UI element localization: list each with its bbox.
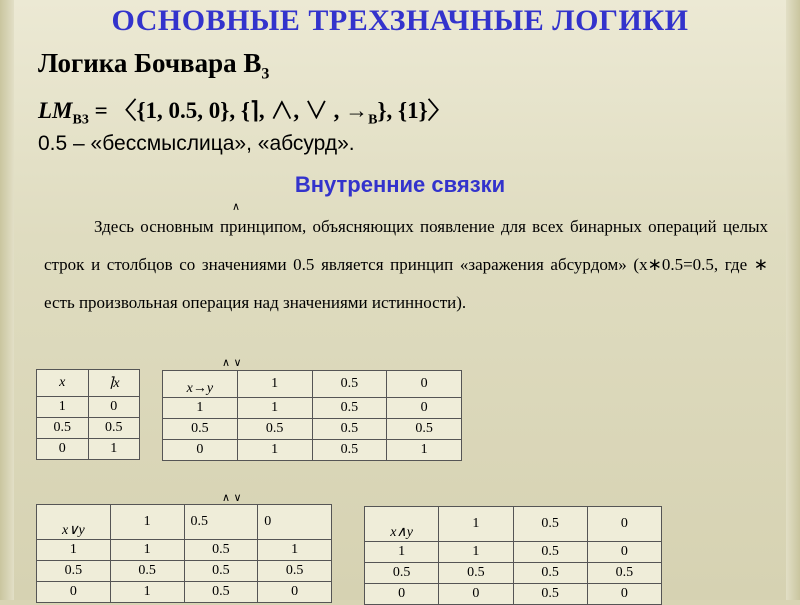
table-cell: 0.5: [587, 563, 661, 584]
table-row: [37, 439, 140, 460]
table-header-cell: 1: [439, 507, 513, 542]
table-row: [37, 418, 140, 439]
table-row: [365, 584, 662, 605]
table-cell: 0.5: [312, 419, 387, 440]
table-cell: 0: [37, 439, 89, 460]
table-header-cell: x: [37, 370, 89, 397]
table-row: [163, 440, 462, 461]
table-header-row: [37, 505, 332, 540]
table-header-row: [163, 371, 462, 398]
table-cell: 0: [439, 584, 513, 605]
table-row: [37, 582, 332, 603]
table-cell: 0: [387, 398, 462, 419]
table-row: [37, 561, 332, 582]
table-cell: 0.5: [387, 419, 462, 440]
table-cell: 0.5: [513, 584, 587, 605]
table-cell: 0.5: [88, 418, 140, 439]
table-header-cell: 1: [237, 371, 312, 398]
table-cell: 1: [387, 440, 462, 461]
formula-rest: = 〈{1, 0.5, 0}, {⌉, ∧, ∨ , →: [88, 98, 369, 123]
table-cell: 0: [587, 584, 661, 605]
table-header-cell: 0: [387, 371, 462, 398]
table-cell: 1: [258, 540, 332, 561]
table-row: [37, 397, 140, 418]
table-row: [163, 398, 462, 419]
explanation-paragraph: [44, 208, 768, 322]
table-cell: 1: [237, 440, 312, 461]
table-header-row: [37, 370, 140, 397]
table-header-cell: 0.5: [513, 507, 587, 542]
table-header-cell: 0: [587, 507, 661, 542]
table-cell: 0.5: [163, 419, 238, 440]
table-row: [365, 563, 662, 584]
formula-line: [38, 92, 451, 129]
table-header-row: [365, 507, 662, 542]
table-cell: 1: [365, 542, 439, 563]
disjunction-table: [36, 504, 332, 603]
table-cell: 0.5: [110, 561, 184, 582]
table-cell: 1: [110, 582, 184, 603]
negation-table: [36, 369, 140, 460]
table-cell: 1: [110, 540, 184, 561]
table-cell: 0.5: [439, 563, 513, 584]
table-cell: 0.5: [312, 398, 387, 419]
table-header-cell: 0.5: [312, 371, 387, 398]
formula-tail: }, {1}〉: [377, 98, 451, 123]
formula-arrow-sub: B: [368, 112, 378, 128]
table-header-cell: 0.5: [184, 505, 258, 540]
table-cell: 1: [163, 398, 238, 419]
table-header-cell: 0: [258, 505, 332, 540]
table-cell: 1: [37, 540, 111, 561]
table-cell: 1: [439, 542, 513, 563]
table-cell: 0: [258, 582, 332, 603]
absurd-note: 0.5 – «бессмыслица», «абсурд».: [38, 132, 355, 155]
section-title: Внутренние связки: [294, 172, 506, 197]
table-cell: 0.5: [365, 563, 439, 584]
slide-edge-left: [0, 0, 14, 600]
paragraph-text: Здесь основным принципом, объясняющих появление для всех бинарных операций целых строк и столбцов со значениями 0.5 является принцип «заражения абсурдом» (x∗0.5=0.5, где ∗ есть произвольная операция над значениями истинности).: [44, 217, 768, 312]
table-header-cell: x∨y: [37, 505, 111, 540]
table-cell: 0.5: [513, 542, 587, 563]
hat-symbols-bottom: ∧ ∨: [222, 491, 242, 504]
table-header-cell: x∧y: [365, 507, 439, 542]
table-header-cell: 1: [110, 505, 184, 540]
table-cell: 0: [37, 582, 111, 603]
formula-lm: LM: [38, 98, 73, 123]
table-cell: 0.5: [513, 563, 587, 584]
hat-symbol: ∧: [232, 200, 241, 213]
slide-title: ОСНОВНЫЕ ТРЕХЗНАЧНЫЕ ЛОГИКИ: [111, 4, 689, 37]
table-cell: 0: [163, 440, 238, 461]
table-cell: 0.5: [184, 582, 258, 603]
slide-edge-right: [786, 0, 800, 600]
table-cell: 0.5: [237, 419, 312, 440]
hat-symbols-top: ∧ ∨: [222, 356, 242, 369]
table-cell: 0.5: [184, 540, 258, 561]
table-row: [365, 542, 662, 563]
formula-lm-sub: B3: [72, 112, 89, 128]
table-cell: 0.5: [258, 561, 332, 582]
subtitle-main: Логика Бочвара B: [38, 48, 262, 78]
table-row: [163, 419, 462, 440]
implication-table: [162, 370, 462, 461]
table-cell: 1: [37, 397, 89, 418]
table-cell: 0: [587, 542, 661, 563]
conjunction-table: [364, 506, 662, 605]
table-cell: 0: [88, 397, 140, 418]
table-cell: 0.5: [184, 561, 258, 582]
table-cell: 0: [365, 584, 439, 605]
table-cell: 0.5: [37, 561, 111, 582]
subtitle: [38, 48, 269, 83]
table-cell: 0.5: [312, 440, 387, 461]
table-header-cell: x→y: [163, 371, 238, 398]
subtitle-sub: 3: [261, 65, 270, 83]
table-row: [37, 540, 332, 561]
table-header-cell: ⌉x: [88, 370, 140, 397]
table-cell: 0.5: [37, 418, 89, 439]
table-cell: 1: [237, 398, 312, 419]
table-cell: 1: [88, 439, 140, 460]
